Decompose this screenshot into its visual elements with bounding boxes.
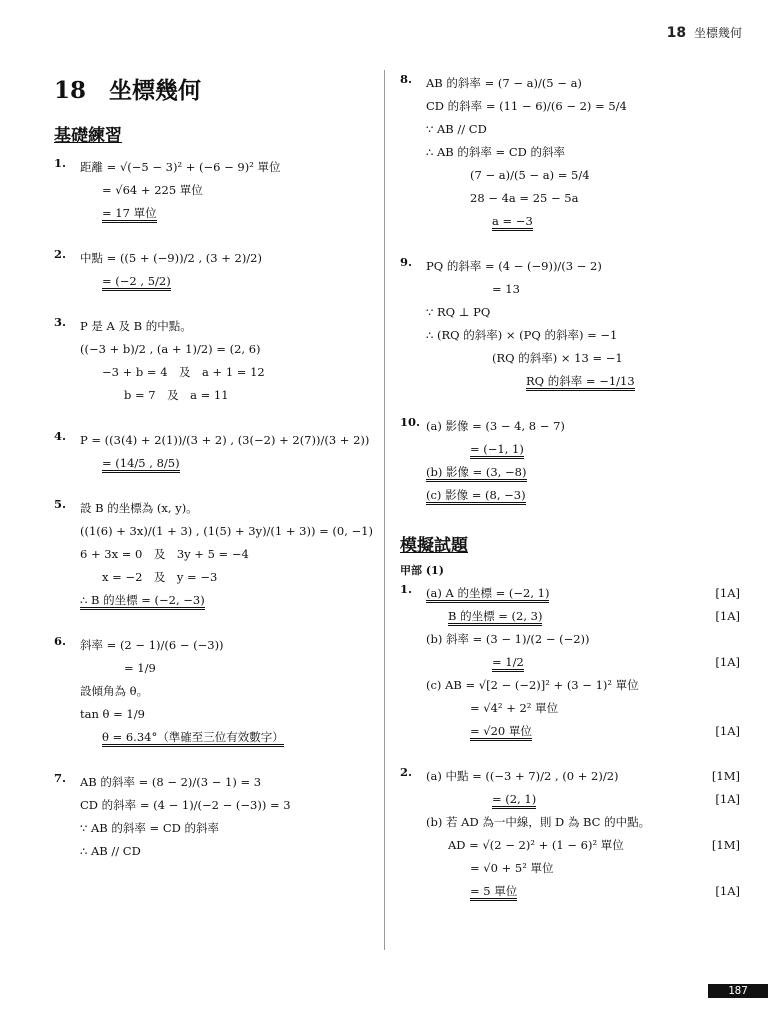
header-chapter-title: 坐標幾何 xyxy=(693,26,742,40)
section-heading-mock: 模擬試題 xyxy=(400,536,468,556)
solution-line: tan θ = 1/9 xyxy=(80,707,145,721)
solution-line: x = −2 及 y = −3 xyxy=(102,570,218,584)
solution-line: 設 B 的坐標為 (x, y)。 xyxy=(80,501,198,515)
answer-text: RQ 的斜率 = −1/13 xyxy=(526,374,635,391)
solution-line: ∴ (RQ 的斜率) × (PQ 的斜率) = −1 xyxy=(426,328,618,342)
question-2 xyxy=(54,247,376,293)
answer-text: ∴ B 的坐標 = (−2, −3) xyxy=(80,593,205,610)
solution-line xyxy=(426,720,740,743)
question-number: 9. xyxy=(400,255,413,269)
solution-line xyxy=(426,605,740,628)
solution-line xyxy=(426,857,740,880)
answer-text: = 17 單位 xyxy=(102,206,157,223)
line-text: = √4² + 2² 單位 xyxy=(470,701,559,715)
answer-text: = (−1, 1) xyxy=(470,442,524,459)
solution-line xyxy=(426,788,740,811)
answer-text: = √20 單位 xyxy=(470,724,532,741)
mock-question-1 xyxy=(400,582,740,743)
answer-text: B 的坐標 = (2, 3) xyxy=(448,609,542,626)
solution-line: ∴ AB 的斜率 = CD 的斜率 xyxy=(426,145,566,159)
solution-line: −3 + b = 4 及 a + 1 = 12 xyxy=(102,365,265,379)
right-column xyxy=(400,60,740,925)
solution-line: 中點 = ((5 + (−9))/2 , (3 + 2)/2) xyxy=(80,251,262,265)
solution-line: = 13 xyxy=(492,282,520,296)
question-number: 5. xyxy=(54,497,67,511)
answer-text: = 5 單位 xyxy=(470,884,517,901)
answer-text: = (−2 , 5/2) xyxy=(102,274,171,291)
solution-line: (a) 影像 = (3 − 4, 8 − 7) xyxy=(426,419,565,433)
solution-line: CD 的斜率 = (4 − 1)/(−2 − (−3)) = 3 xyxy=(80,798,291,812)
solution-line: (RQ 的斜率) × 13 = −1 xyxy=(492,351,623,365)
solution-line: ((−3 + b)/2 , (a + 1)/2) = (2, 6) xyxy=(80,342,261,356)
mark-label: [1A] xyxy=(715,655,740,669)
question-9 xyxy=(400,255,740,393)
solution-line xyxy=(426,811,740,834)
question-5 xyxy=(54,497,376,612)
part-a-heading: 甲部 (1) xyxy=(400,564,444,577)
line-text: = √0 + 5² 單位 xyxy=(470,861,554,875)
solution-line: AB 的斜率 = (7 − a)/(5 − a) xyxy=(426,76,582,90)
solution-line: 斜率 = (2 − 1)/(6 − (−3)) xyxy=(80,638,224,652)
question-number: 1. xyxy=(54,156,67,170)
mark-label: [1A] xyxy=(715,884,740,898)
line-text: AD = √(2 − 2)² + (1 − 6)² 單位 xyxy=(448,838,624,852)
solution-line: ∵ RQ ⊥ PQ xyxy=(426,305,491,319)
question-number: 1. xyxy=(400,582,413,596)
page-number: 187 xyxy=(708,984,768,998)
running-header xyxy=(667,24,742,41)
solution-line: ((1(6) + 3x)/(1 + 3) , (1(5) + 3y)/(1 + 3)) = (0, −1) xyxy=(80,524,373,538)
answer-text: = (2, 1) xyxy=(492,792,536,809)
final-answer xyxy=(80,270,376,293)
answer-text: (a) A 的坐標 = (−2, 1) xyxy=(426,586,549,603)
line-text: (a) 中點 = ((−3 + 7)/2 , (0 + 2)/2) xyxy=(426,769,619,783)
mark-label: [1A] xyxy=(715,609,740,623)
solution-line: CD 的斜率 = (11 − 6)/(6 − 2) = 5/4 xyxy=(426,99,627,113)
question-10 xyxy=(400,415,740,507)
answer-text: a = −3 xyxy=(492,214,533,231)
question-4 xyxy=(54,429,376,475)
final-answer xyxy=(426,370,740,393)
left-column xyxy=(54,60,376,885)
chapter-title: 18 坐標幾何 xyxy=(54,77,202,104)
mock-question-2 xyxy=(400,765,740,903)
final-answer xyxy=(426,461,740,484)
solution-line xyxy=(426,674,740,697)
answer-text: θ = 6.34°（準確至三位有效數字） xyxy=(102,730,284,747)
solution-line: ∵ AB 的斜率 = CD 的斜率 xyxy=(80,821,220,835)
mark-label: [1A] xyxy=(715,724,740,738)
answer-text: = 1/2 xyxy=(492,655,524,672)
header-chapter-number: 18 xyxy=(666,25,687,41)
answer-text: (c) 影像 = (8, −3) xyxy=(426,488,526,505)
section-heading-basic: 基礎練習 xyxy=(54,126,122,146)
question-7 xyxy=(54,771,376,863)
mark-label: [1M] xyxy=(711,838,740,852)
question-number: 4. xyxy=(54,429,67,443)
line-text: (b) 斜率 = (3 − 1)/(2 − (−2)) xyxy=(426,632,590,646)
column-divider xyxy=(384,70,385,950)
final-answer xyxy=(426,210,740,233)
answer-text: = (14/5 , 8/5) xyxy=(102,456,180,473)
answer-text: (b) 影像 = (3, −8) xyxy=(426,465,527,482)
final-answer xyxy=(80,726,376,749)
solution-line xyxy=(426,628,740,651)
line-text: (b) 若 AD 為一中線，則 D 為 BC 的中點。 xyxy=(426,815,651,829)
question-number: 2. xyxy=(400,765,413,779)
solution-line: = 1/9 xyxy=(124,661,156,675)
mark-label: [1A] xyxy=(715,586,740,600)
solution-line xyxy=(426,582,740,605)
mark-label: [1M] xyxy=(711,769,740,783)
final-answer: b = 7 及 a = 11 xyxy=(124,388,229,402)
line-text: (c) AB = √[2 − (−2)]² + (3 − 1)² 單位 xyxy=(426,678,639,692)
final-answer xyxy=(80,202,376,225)
solution-line xyxy=(426,834,740,857)
solution-line: P = ((3(4) + 2(1))/(3 + 2) , (3(−2) + 2(7))/(3 + 2)) xyxy=(80,433,370,447)
question-number: 6. xyxy=(54,634,67,648)
question-6 xyxy=(54,634,376,749)
question-number: 8. xyxy=(400,72,413,86)
solution-line: AB 的斜率 = (8 − 2)/(3 − 1) = 3 xyxy=(80,775,262,789)
question-number: 3. xyxy=(54,315,67,329)
solution-line: 設傾角為 θ。 xyxy=(80,684,149,698)
final-answer xyxy=(80,589,376,612)
question-number: 7. xyxy=(54,771,67,785)
question-1 xyxy=(54,156,376,225)
solution-line xyxy=(426,651,740,674)
solution-line: = √64 + 225 單位 xyxy=(102,183,203,197)
solution-line xyxy=(426,880,740,903)
solution-line: ∵ AB // CD xyxy=(426,122,487,136)
question-8 xyxy=(400,72,740,233)
final-answer xyxy=(426,438,740,461)
solution-line: (7 − a)/(5 − a) = 5/4 xyxy=(470,168,590,182)
solution-line: P 是 A 及 B 的中點。 xyxy=(80,319,192,333)
solution-line: ∴ AB // CD xyxy=(80,844,141,858)
question-number: 10. xyxy=(400,415,421,429)
question-number: 2. xyxy=(54,247,67,261)
final-answer xyxy=(80,452,376,475)
final-answer xyxy=(426,484,740,507)
mark-label: [1A] xyxy=(715,792,740,806)
solution-line: 6 + 3x = 0 及 3y + 5 = −4 xyxy=(80,547,249,561)
solution-line xyxy=(426,765,740,788)
solution-line xyxy=(426,697,740,720)
solution-line: 距離 = √(−5 − 3)² + (−6 − 9)² 單位 xyxy=(80,160,281,174)
question-3 xyxy=(54,315,376,407)
solution-line: PQ 的斜率 = (4 − (−9))/(3 − 2) xyxy=(426,259,602,273)
solution-line: 28 − 4a = 25 − 5a xyxy=(470,191,579,205)
